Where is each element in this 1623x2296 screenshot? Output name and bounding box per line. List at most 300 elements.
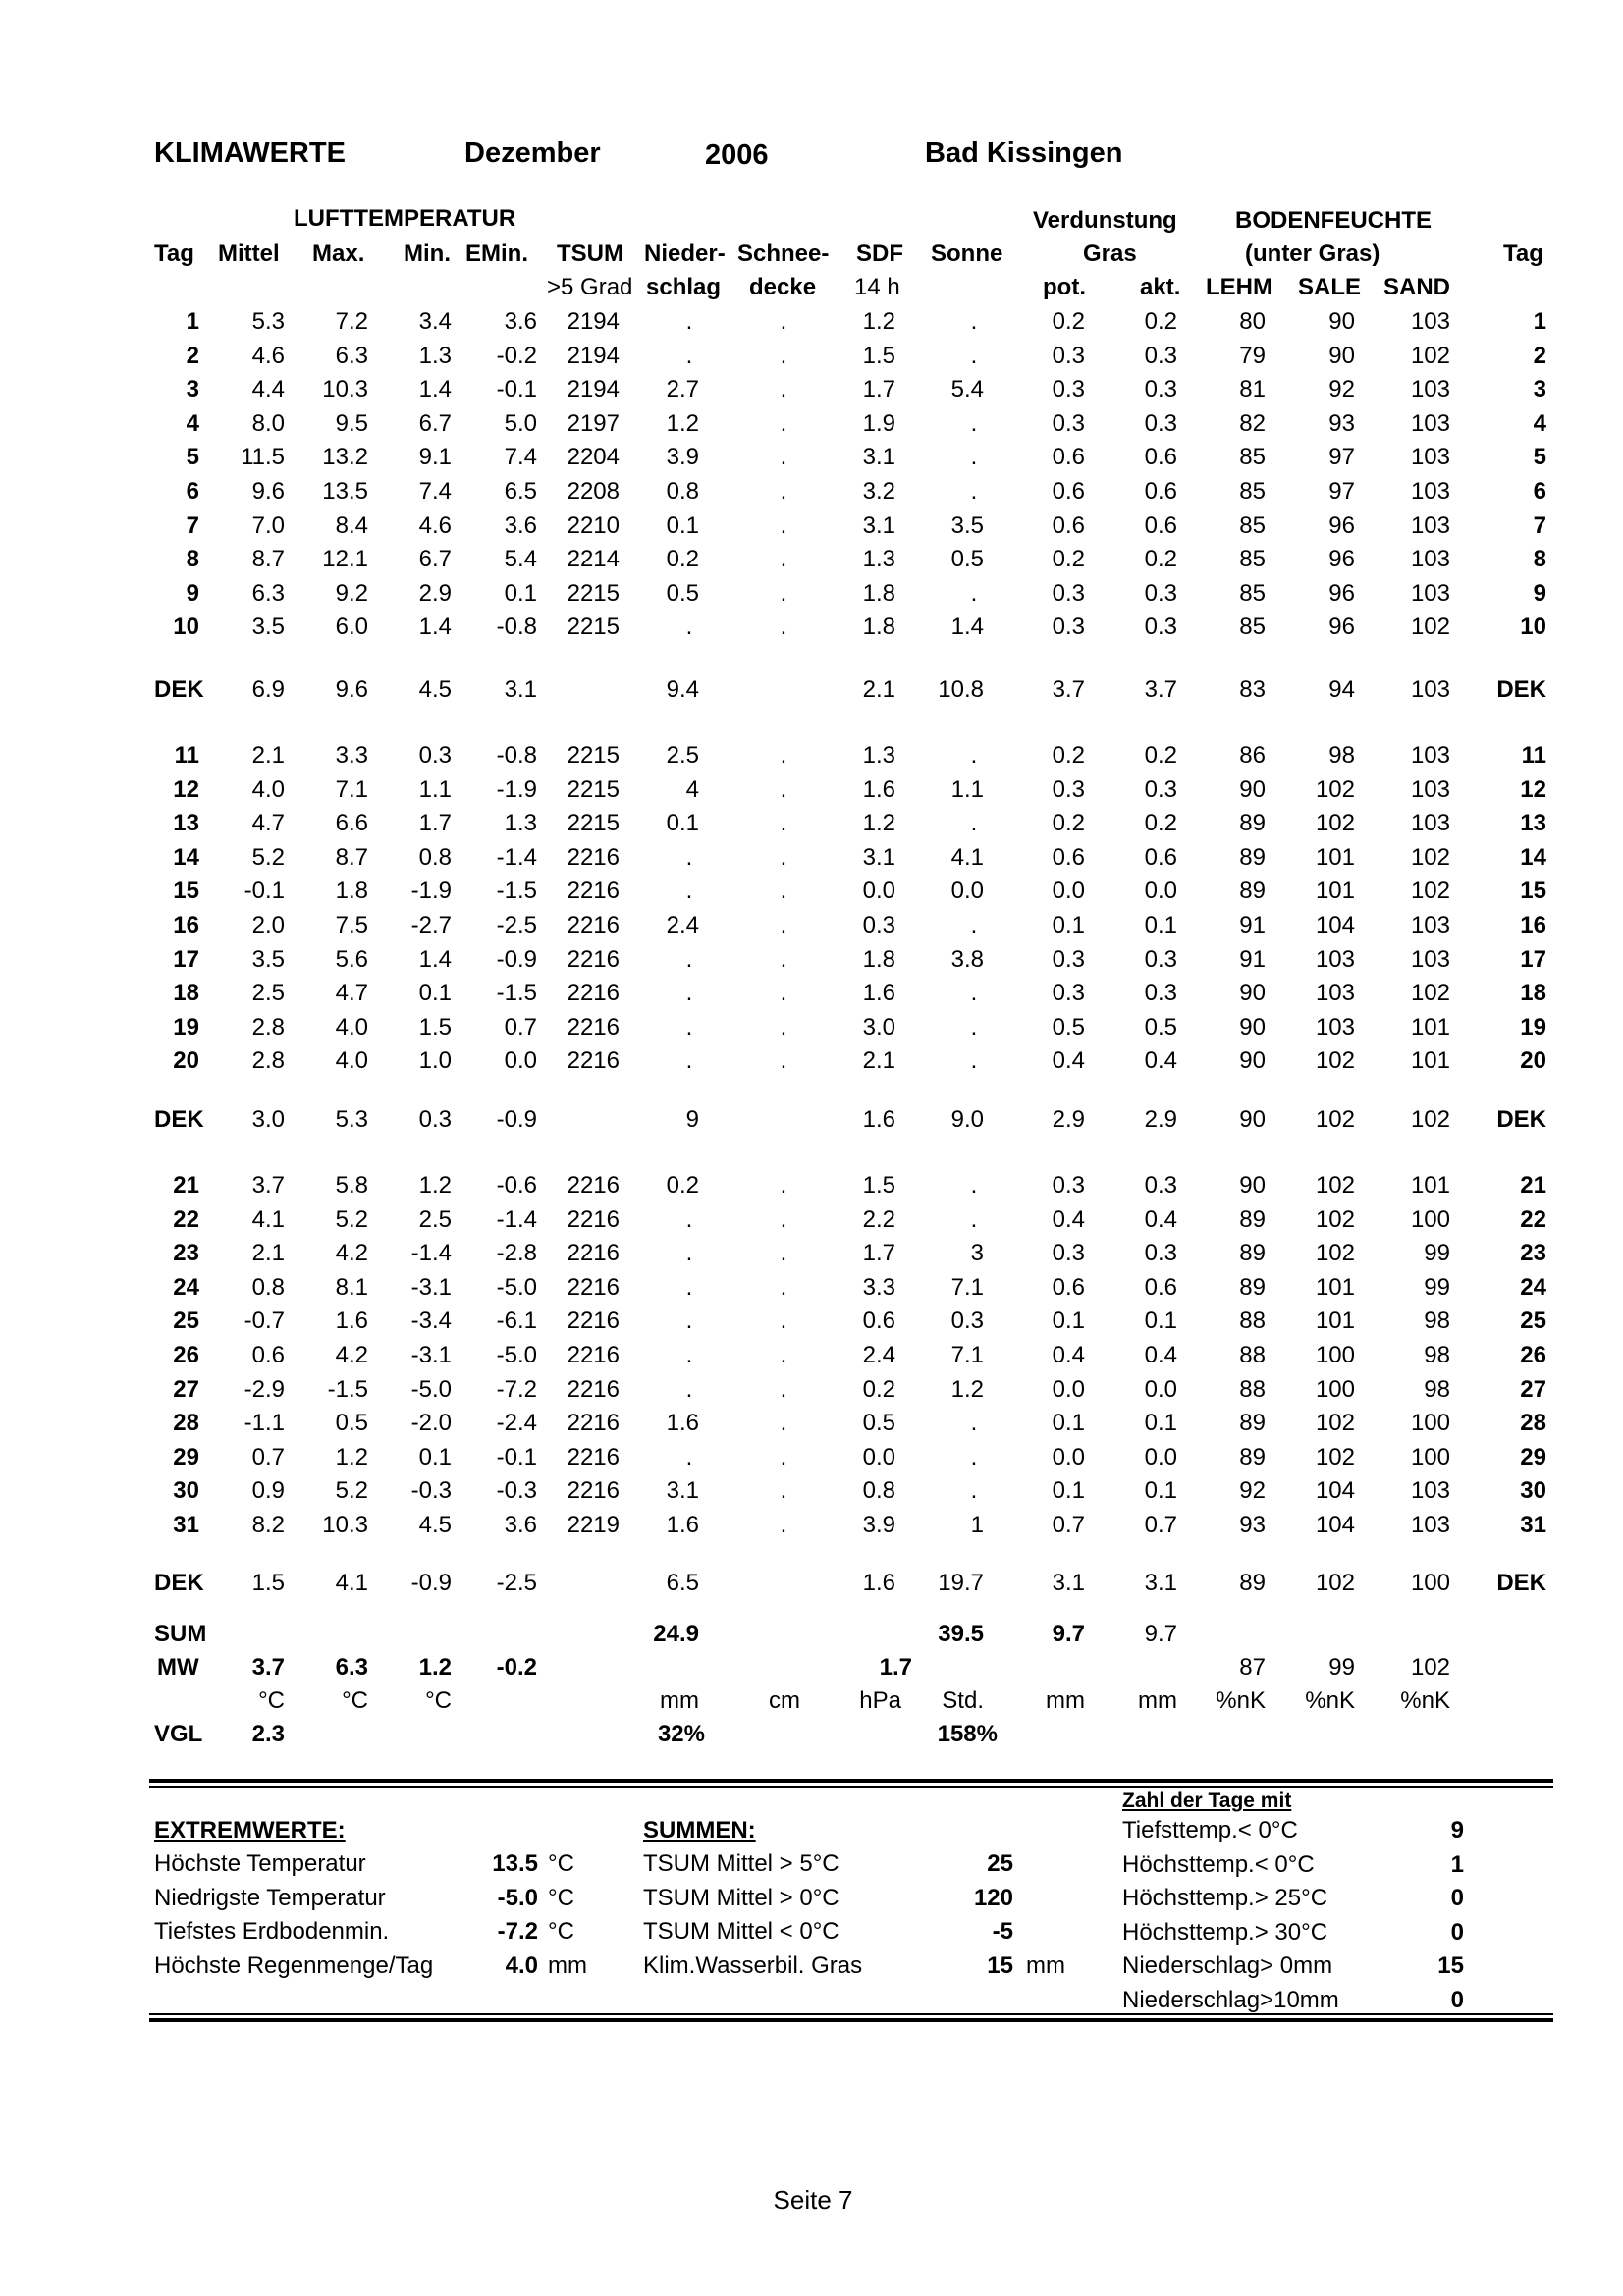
- cell-emin: -0.1: [496, 376, 537, 403]
- cell-schnee: .: [780, 1273, 787, 1301]
- cell-schnee: .: [780, 1013, 787, 1041]
- cell-sand: 100: [1410, 1205, 1450, 1233]
- cell-sdf: 2.2: [862, 1205, 895, 1233]
- header-max: Max.: [312, 240, 365, 267]
- row-day-number: 9: [186, 579, 199, 607]
- cell-tsum: 2194: [567, 342, 620, 369]
- mw-min: 1.2: [418, 1654, 452, 1681]
- cell-sand: 99: [1424, 1240, 1450, 1267]
- cell-max: 9.5: [335, 409, 368, 437]
- report-year: 2006: [705, 139, 769, 171]
- row-day-number-right: 21: [1520, 1172, 1546, 1199]
- cell-min: 0.1: [418, 1443, 452, 1470]
- cell-schnee: .: [780, 376, 787, 403]
- row-day-number: 25: [173, 1308, 199, 1335]
- header-lufttemperatur: LUFTTEMPERATUR: [294, 205, 516, 232]
- cell-nied: 9: [685, 1106, 699, 1133]
- cell-max: 13.2: [322, 444, 368, 471]
- cell-sand: 103: [1410, 945, 1450, 973]
- row-day-number: 2: [186, 342, 199, 369]
- cell-akt: 0.2: [1144, 546, 1177, 573]
- cell-lehm: 90: [1239, 1047, 1266, 1075]
- cell-sonne: .: [970, 980, 978, 1007]
- cell-max: 8.1: [335, 1273, 368, 1301]
- cell-sdf: 0.6: [862, 1308, 895, 1335]
- cell-sdf: 0.8: [862, 1477, 895, 1505]
- cell-sonne: 0.5: [950, 546, 984, 573]
- row-day-number: 6: [186, 478, 199, 505]
- sum-sonne: 39.5: [938, 1621, 984, 1647]
- cell-mittel: -1.1: [243, 1410, 285, 1437]
- cell-mittel: 5.2: [251, 843, 285, 871]
- cell-sonne: .: [970, 342, 978, 369]
- cell-akt: 0.3: [1144, 376, 1177, 403]
- cell-sale: 103: [1315, 945, 1355, 973]
- cell-tsum: 2204: [567, 444, 620, 471]
- summen-value: -5: [992, 1918, 1013, 1946]
- unit-max: °C: [342, 1687, 368, 1714]
- cell-sonne: 1.4: [950, 614, 984, 641]
- cell-sdf: 3.2: [862, 478, 895, 505]
- cell-pot: 0.2: [1052, 308, 1085, 335]
- cell-sonne: 9.0: [950, 1106, 984, 1133]
- row-day-number: 19: [173, 1013, 199, 1041]
- cell-sdf: 1.9: [862, 409, 895, 437]
- row-day-number-right: 11: [1521, 742, 1546, 769]
- row-day-number: 10: [173, 614, 199, 641]
- cell-sonne: 1.2: [950, 1375, 984, 1403]
- unit-min: °C: [425, 1687, 452, 1714]
- cell-nied: 1.6: [666, 1410, 699, 1437]
- cell-min: 4.6: [418, 511, 452, 539]
- row-day-number: 24: [173, 1273, 199, 1301]
- unit-sdf: hPa: [859, 1687, 901, 1714]
- cell-max: 13.5: [322, 478, 368, 505]
- cell-pot: 0.0: [1052, 1443, 1085, 1470]
- cell-sonne: 5.4: [950, 376, 984, 403]
- cell-sonne: 7.1: [950, 1273, 984, 1301]
- cell-pot: 0.4: [1052, 1342, 1085, 1368]
- cell-lehm: 82: [1239, 409, 1266, 437]
- cell-sdf: 0.5: [862, 1410, 895, 1437]
- cell-sdf: 3.0: [862, 1013, 895, 1041]
- header-sale: SALE: [1298, 274, 1362, 300]
- cell-sdf: 1.5: [862, 342, 895, 369]
- cell-schnee: .: [780, 1512, 787, 1538]
- cell-sonne: 3.8: [950, 945, 984, 973]
- tage-value: 15: [1437, 1952, 1464, 1980]
- cell-max: 5.8: [335, 1172, 368, 1199]
- summen-label: TSUM Mittel > 5°C: [643, 1850, 839, 1877]
- cell-pot: 0.6: [1052, 511, 1085, 539]
- cell-min: -2.7: [410, 912, 452, 938]
- row-day-number: 27: [173, 1375, 199, 1403]
- cell-sale: 96: [1328, 511, 1355, 539]
- cell-pot: 0.3: [1052, 1240, 1085, 1267]
- cell-nied: 0.1: [666, 511, 699, 539]
- cell-nied: .: [685, 1342, 693, 1368]
- cell-nied: .: [685, 308, 693, 335]
- cell-sdf: 1.7: [862, 376, 895, 403]
- cell-lehm: 91: [1239, 945, 1266, 973]
- extrem-unit: °C: [548, 1850, 574, 1877]
- cell-lehm: 89: [1239, 1273, 1266, 1301]
- cell-max: 9.2: [335, 579, 368, 607]
- header-sonne: Sonne: [931, 240, 1003, 267]
- cell-mittel: -0.1: [243, 878, 285, 905]
- cell-mittel: 4.7: [251, 810, 285, 837]
- cell-sand: 102: [1410, 843, 1450, 871]
- extrem-value: 13.5: [492, 1850, 538, 1877]
- row-day-number: 18: [173, 980, 199, 1007]
- row-label-dek-right: DEK: [1496, 1106, 1546, 1133]
- divider-bottom: [149, 2018, 1553, 2022]
- cell-mittel: 0.6: [251, 1342, 285, 1368]
- cell-sale: 102: [1315, 775, 1355, 803]
- mw-emin: -0.2: [496, 1654, 537, 1681]
- cell-pot: 0.1: [1052, 1477, 1085, 1505]
- row-label-dek: DEK: [154, 1106, 204, 1133]
- cell-min: 1.5: [418, 1013, 452, 1041]
- cell-nied: .: [685, 1240, 693, 1267]
- cell-akt: 0.3: [1144, 945, 1177, 973]
- cell-tsum: 2214: [567, 546, 620, 573]
- cell-sale: 96: [1328, 614, 1355, 641]
- cell-pot: 0.6: [1052, 478, 1085, 505]
- cell-nied: 1.2: [666, 409, 699, 437]
- row-day-number-right: 31: [1520, 1512, 1546, 1538]
- cell-schnee: .: [780, 980, 787, 1007]
- cell-sale: 102: [1315, 1443, 1355, 1470]
- extrem-label: Höchste Temperatur: [154, 1850, 366, 1877]
- cell-sonne: .: [970, 1410, 978, 1437]
- cell-lehm: 89: [1239, 1570, 1266, 1596]
- cell-akt: 0.3: [1144, 409, 1177, 437]
- row-day-number-right: 23: [1520, 1240, 1546, 1267]
- cell-max: 8.4: [335, 511, 368, 539]
- cell-sand: 102: [1410, 342, 1450, 369]
- tage-value: 1: [1450, 1850, 1464, 1878]
- unit-pot: mm: [1046, 1687, 1085, 1714]
- row-day-number-right: 24: [1520, 1273, 1546, 1301]
- cell-sonne: 7.1: [950, 1342, 984, 1368]
- station-name: Bad Kissingen: [925, 137, 1123, 169]
- cell-pot: 0.3: [1052, 409, 1085, 437]
- cell-akt: 0.2: [1144, 308, 1177, 335]
- cell-mittel: 2.5: [251, 980, 285, 1007]
- cell-tsum: 2210: [567, 511, 620, 539]
- cell-sand: 103: [1410, 742, 1450, 769]
- cell-sonne: .: [970, 1013, 978, 1041]
- cell-emin: -5.0: [496, 1273, 537, 1301]
- tage-label: Tiefsttemp.< 0°C: [1122, 1817, 1298, 1843]
- cell-emin: -5.0: [496, 1342, 537, 1368]
- cell-max: 3.3: [335, 742, 368, 769]
- cell-sand: 103: [1410, 775, 1450, 803]
- report-title: KLIMAWERTE: [154, 137, 346, 169]
- header-pot: pot.: [1043, 274, 1086, 300]
- cell-sdf: 1.8: [862, 579, 895, 607]
- cell-lehm: 89: [1239, 843, 1266, 871]
- tage-value: 0: [1450, 1885, 1464, 1912]
- summen-label: Klim.Wasserbil. Gras: [643, 1951, 863, 1979]
- cell-tsum: 2216: [567, 878, 620, 905]
- cell-mittel: -2.9: [243, 1375, 285, 1403]
- cell-akt: 0.3: [1144, 614, 1177, 641]
- cell-max: 10.3: [322, 376, 368, 403]
- cell-tsum: 2216: [567, 1172, 620, 1199]
- header-sand: SAND: [1383, 274, 1451, 300]
- cell-sale: 102: [1315, 1410, 1355, 1437]
- unit-sand: %nK: [1400, 1687, 1450, 1714]
- unit-akt: mm: [1138, 1687, 1177, 1714]
- cell-sale: 101: [1315, 1308, 1355, 1335]
- row-day-number: 1: [186, 308, 199, 335]
- cell-sale: 96: [1328, 546, 1355, 573]
- cell-akt: 0.3: [1144, 579, 1177, 607]
- row-day-number-right: 9: [1533, 579, 1546, 607]
- cell-sonne: .: [970, 308, 978, 335]
- cell-sdf: 3.1: [862, 444, 895, 471]
- cell-sale: 102: [1315, 810, 1355, 837]
- header-mittel: Mittel: [218, 240, 280, 267]
- cell-sand: 103: [1410, 511, 1450, 539]
- cell-akt: 3.7: [1144, 676, 1177, 703]
- cell-min: -5.0: [410, 1375, 452, 1403]
- cell-min: -0.9: [410, 1570, 452, 1596]
- cell-sale: 102: [1315, 1240, 1355, 1267]
- unit-lehm: %nK: [1216, 1687, 1266, 1714]
- cell-sonne: .: [970, 1047, 978, 1075]
- extrem-value: -7.2: [497, 1918, 538, 1946]
- row-label-dek: DEK: [154, 676, 204, 703]
- cell-max: 4.7: [335, 980, 368, 1007]
- cell-min: -1.4: [410, 1240, 452, 1267]
- cell-sale: 102: [1315, 1172, 1355, 1199]
- cell-emin: 3.6: [504, 308, 537, 335]
- summen-value: 120: [973, 1884, 1013, 1911]
- cell-schnee: .: [780, 308, 787, 335]
- cell-lehm: 86: [1239, 742, 1266, 769]
- cell-sonne: .: [970, 1477, 978, 1505]
- cell-pot: 0.0: [1052, 878, 1085, 905]
- cell-akt: 0.6: [1144, 511, 1177, 539]
- extrem-unit: mm: [548, 1951, 587, 1979]
- tage-title: Zahl der Tage mit: [1122, 1789, 1292, 1812]
- cell-pot: 0.3: [1052, 775, 1085, 803]
- row-day-number: 15: [173, 878, 199, 905]
- cell-akt: 0.4: [1144, 1205, 1177, 1233]
- cell-sand: 100: [1410, 1443, 1450, 1470]
- cell-schnee: .: [780, 1443, 787, 1470]
- cell-emin: 3.6: [504, 1512, 537, 1538]
- cell-lehm: 83: [1239, 676, 1266, 703]
- cell-emin: -1.9: [496, 775, 537, 803]
- row-day-number-right: 25: [1520, 1308, 1546, 1335]
- cell-emin: -0.9: [496, 1106, 537, 1133]
- cell-tsum: 2216: [567, 843, 620, 871]
- cell-nied: .: [685, 1047, 693, 1075]
- cell-sand: 98: [1424, 1342, 1450, 1368]
- cell-max: 8.7: [335, 843, 368, 871]
- row-day-number: 22: [173, 1205, 199, 1233]
- cell-nied: 0.8: [666, 478, 699, 505]
- row-day-number-right: 4: [1533, 409, 1546, 437]
- cell-mittel: 4.6: [251, 342, 285, 369]
- unit-schnee: cm: [769, 1687, 800, 1714]
- header-tag-right: Tag: [1503, 240, 1543, 267]
- row-day-number-right: 29: [1520, 1443, 1546, 1470]
- cell-lehm: 89: [1239, 1443, 1266, 1470]
- cell-min: -3.1: [410, 1342, 452, 1368]
- cell-sale: 102: [1315, 1570, 1355, 1596]
- cell-sdf: 1.6: [862, 1570, 895, 1596]
- cell-emin: 3.6: [504, 511, 537, 539]
- cell-mittel: 3.7: [251, 1172, 285, 1199]
- row-day-number-right: 10: [1520, 614, 1546, 641]
- cell-mittel: 2.8: [251, 1047, 285, 1075]
- cell-pot: 0.0: [1052, 1375, 1085, 1403]
- cell-mittel: 8.0: [251, 409, 285, 437]
- row-day-number-right: 26: [1520, 1342, 1546, 1368]
- cell-sdf: 2.1: [862, 1047, 895, 1075]
- cell-emin: -0.6: [496, 1172, 537, 1199]
- cell-sale: 97: [1328, 444, 1355, 471]
- header-tag: Tag: [154, 240, 194, 267]
- cell-lehm: 81: [1239, 376, 1266, 403]
- cell-schnee: .: [780, 511, 787, 539]
- header-nieder: Nieder-: [644, 240, 726, 267]
- row-day-number-right: 30: [1520, 1477, 1546, 1505]
- row-day-number-right: 5: [1533, 444, 1546, 471]
- cell-schnee: .: [780, 579, 787, 607]
- cell-max: 1.8: [335, 878, 368, 905]
- cell-lehm: 88: [1239, 1342, 1266, 1368]
- cell-pot: 0.3: [1052, 1172, 1085, 1199]
- cell-sand: 103: [1410, 376, 1450, 403]
- cell-mittel: 11.5: [241, 444, 285, 471]
- cell-tsum: 2216: [567, 1047, 620, 1075]
- cell-pot: 0.6: [1052, 843, 1085, 871]
- cell-pot: 0.1: [1052, 1308, 1085, 1335]
- cell-pot: 0.4: [1052, 1047, 1085, 1075]
- cell-sale: 102: [1315, 1205, 1355, 1233]
- cell-sdf: 0.2: [862, 1375, 895, 1403]
- cell-nied: .: [685, 843, 693, 871]
- summen-title: SUMMEN:: [643, 1817, 756, 1843]
- cell-lehm: 89: [1239, 878, 1266, 905]
- row-day-number-right: 16: [1520, 912, 1546, 938]
- cell-pot: 0.3: [1052, 614, 1085, 641]
- cell-sdf: 1.5: [862, 1172, 895, 1199]
- cell-sonne: .: [970, 444, 978, 471]
- cell-tsum: 2216: [567, 1240, 620, 1267]
- cell-mittel: -0.7: [243, 1308, 285, 1335]
- mw-label: MW: [157, 1654, 199, 1681]
- row-day-number-right: 6: [1533, 478, 1546, 505]
- cell-schnee: .: [780, 775, 787, 803]
- cell-pot: 0.6: [1052, 444, 1085, 471]
- cell-sonne: .: [970, 810, 978, 837]
- cell-akt: 0.3: [1144, 342, 1177, 369]
- row-day-number: 11: [174, 742, 199, 769]
- cell-pot: 0.2: [1052, 742, 1085, 769]
- cell-min: 0.3: [418, 742, 452, 769]
- cell-sand: 103: [1410, 409, 1450, 437]
- header-lehm: LEHM: [1206, 274, 1272, 300]
- cell-schnee: .: [780, 1477, 787, 1505]
- row-day-number: 29: [173, 1443, 199, 1470]
- cell-nied: 0.2: [666, 1172, 699, 1199]
- cell-sonne: 3.5: [950, 511, 984, 539]
- row-day-number-right: 20: [1520, 1047, 1546, 1075]
- cell-min: 1.7: [418, 810, 452, 837]
- cell-sale: 102: [1315, 1047, 1355, 1075]
- cell-nied: 2.7: [666, 376, 699, 403]
- cell-emin: 0.0: [504, 1047, 537, 1075]
- cell-mittel: 3.5: [251, 614, 285, 641]
- cell-min: 4.5: [418, 1512, 452, 1538]
- cell-max: -1.5: [327, 1375, 368, 1403]
- cell-pot: 0.7: [1052, 1512, 1085, 1538]
- cell-mittel: 7.0: [251, 511, 285, 539]
- cell-sand: 100: [1410, 1410, 1450, 1437]
- cell-akt: 0.0: [1144, 878, 1177, 905]
- cell-emin: 0.1: [504, 579, 537, 607]
- cell-pot: 0.1: [1052, 1410, 1085, 1437]
- summen-value: 25: [987, 1850, 1013, 1877]
- tage-label: Höchsttemp.> 25°C: [1122, 1885, 1328, 1912]
- cell-nied: 3.1: [666, 1477, 699, 1505]
- cell-mittel: 2.1: [251, 1240, 285, 1267]
- cell-mittel: 5.3: [251, 308, 285, 335]
- cell-schnee: .: [780, 614, 787, 641]
- cell-min: 2.5: [418, 1205, 452, 1233]
- cell-akt: 0.1: [1144, 1477, 1177, 1505]
- cell-sand: 99: [1424, 1273, 1450, 1301]
- cell-akt: 0.6: [1144, 478, 1177, 505]
- cell-min: -0.3: [410, 1477, 452, 1505]
- row-day-number-right: 12: [1520, 775, 1546, 803]
- cell-sdf: 3.1: [862, 843, 895, 871]
- cell-lehm: 89: [1239, 1410, 1266, 1437]
- cell-min: 3.4: [418, 308, 452, 335]
- summen-label: TSUM Mittel > 0°C: [643, 1884, 839, 1911]
- cell-sdf: 1.7: [862, 1240, 895, 1267]
- cell-min: -3.1: [410, 1273, 452, 1301]
- cell-max: 7.1: [335, 775, 368, 803]
- cell-akt: 0.2: [1144, 810, 1177, 837]
- cell-mittel: 2.0: [251, 912, 285, 938]
- cell-nied: 1.6: [666, 1512, 699, 1538]
- cell-min: 7.4: [418, 478, 452, 505]
- cell-max: 4.2: [335, 1240, 368, 1267]
- cell-sand: 103: [1410, 546, 1450, 573]
- cell-lehm: 89: [1239, 1205, 1266, 1233]
- cell-max: 5.6: [335, 945, 368, 973]
- cell-tsum: 2197: [567, 409, 620, 437]
- sum-pot: 9.7: [1052, 1621, 1085, 1647]
- cell-schnee: .: [780, 1240, 787, 1267]
- header-schnee-sub: decke: [749, 274, 817, 300]
- tage-label: Niederschlag>10mm: [1122, 1987, 1339, 2013]
- cell-max: 7.5: [335, 912, 368, 938]
- cell-tsum: 2216: [567, 1443, 620, 1470]
- cell-tsum: 2216: [567, 980, 620, 1007]
- cell-nied: .: [685, 1273, 693, 1301]
- mw-max: 6.3: [335, 1654, 368, 1681]
- cell-sdf: 1.6: [862, 980, 895, 1007]
